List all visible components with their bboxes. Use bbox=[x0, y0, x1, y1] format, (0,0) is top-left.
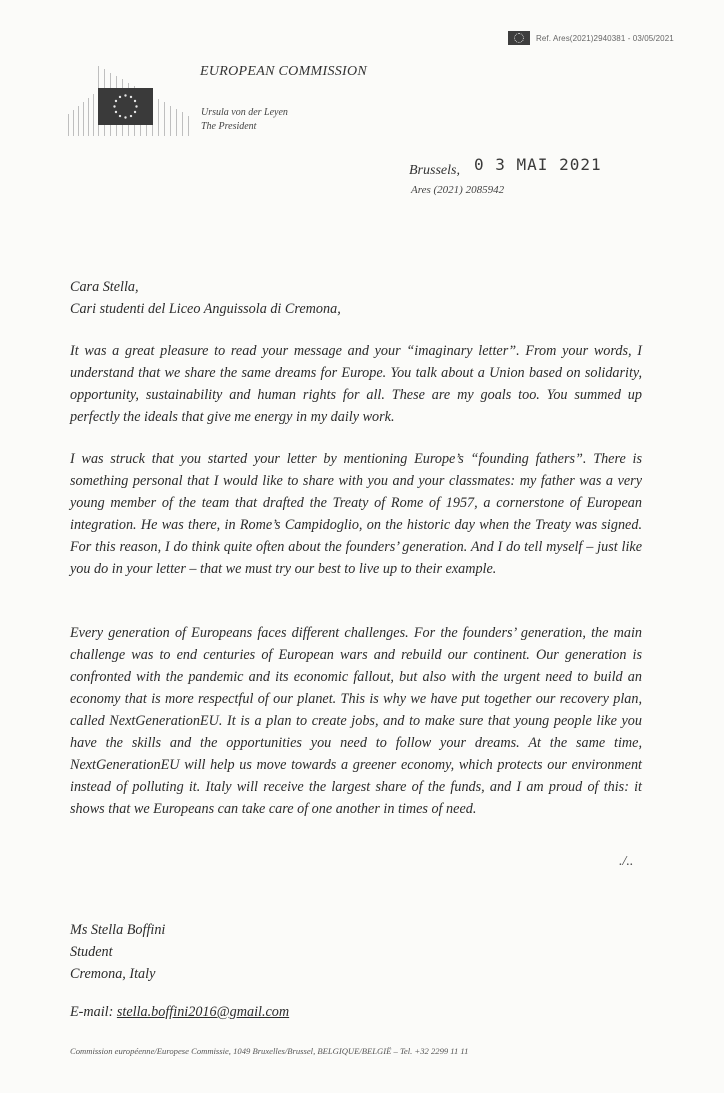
ares-reference: Ares (2021) 2085942 bbox=[411, 184, 505, 196]
flag-star bbox=[115, 111, 117, 113]
eu-flag-icon bbox=[508, 31, 530, 45]
salutation bbox=[70, 276, 642, 320]
logo-line bbox=[158, 99, 159, 136]
recipient-location: Cremona, Italy bbox=[70, 966, 156, 982]
dateline-city: Brussels, bbox=[409, 163, 460, 178]
continuation-mark: ./.. bbox=[619, 854, 634, 869]
flag-star bbox=[119, 115, 121, 117]
reference-stamp-text: Ref. Ares(2021)2940381 - 03/05/2021 bbox=[536, 33, 674, 43]
recipient-role: Student bbox=[70, 944, 113, 960]
eu-logo bbox=[68, 66, 190, 136]
flag-star bbox=[124, 94, 126, 96]
email-link[interactable]: stella.boffini2016@gmail.com bbox=[116, 1004, 290, 1020]
signatory-name: Ursula von der Leyen bbox=[201, 107, 288, 118]
recipient-address bbox=[70, 919, 165, 985]
recipient-name: Ms Stella Boffini bbox=[70, 922, 166, 938]
flag-star bbox=[119, 96, 121, 98]
flag-star bbox=[134, 111, 136, 113]
eu-flag-icon bbox=[98, 88, 153, 125]
flag-star bbox=[135, 105, 137, 107]
salutation-line: Cara Stella, bbox=[70, 279, 139, 295]
logo-line bbox=[176, 109, 177, 136]
logo-line bbox=[73, 110, 74, 136]
email-label: E-mail: bbox=[70, 1004, 114, 1020]
flag-star bbox=[113, 105, 115, 107]
paragraph: Every generation of Europeans faces different challenges. For the founders’ generation, the main challenge was to end centuries of European wars and rebuild our continent. Our generation is confronted with the pandemic and its economic fallout, but also with the urgent need to build an economy that is more respectful of our planet. This is why we have put together our recovery plan, called NextGenerationEU. It is a plan to create jobs, and to make sure that young people like you have the skills and the opportunities you need to follow your dreams. At the same time, NextGenerationEU will help us move towards a greener economy, which protects our environment instead of polluting it. Italy will receive the largest share of the funds, and I am proud of this: it shows that we Europeans can take care of one another in times of need. bbox=[70, 625, 642, 817]
flag-star bbox=[130, 96, 132, 98]
paragraph: It was a great pleasure to read your message and your “imaginary letter”. From your words, I understand that we share the same dreams for Europe. You talk about a Union based on solidarity, opportunity, sustainability and human rights for all. These are my goals too. You summed up perfectly the ideals that give me energy in my daily work. bbox=[70, 343, 642, 425]
letter-footer: Commission européenne/Europese Commissie, 1049 Bruxelles/Brussel, BELGIQUE/BELGIË – Tel. +32 2299 11 11 bbox=[70, 1046, 469, 1056]
logo-line bbox=[170, 106, 171, 136]
logo-line bbox=[88, 98, 89, 136]
logo-line bbox=[93, 94, 94, 136]
flag-star bbox=[134, 100, 136, 102]
logo-line bbox=[83, 102, 84, 136]
logo-line bbox=[68, 114, 69, 136]
logo-line bbox=[164, 102, 165, 136]
reference-stamp bbox=[508, 31, 674, 45]
signatory-title: The President bbox=[201, 121, 257, 132]
logo-line bbox=[78, 106, 79, 136]
salutation-line: Cari studenti del Liceo Anguissola di Cremona, bbox=[70, 301, 341, 317]
institution-name: EUROPEAN COMMISSION bbox=[200, 64, 368, 79]
flag-star bbox=[130, 115, 132, 117]
date-stamp: 0 3 MAI 2021 bbox=[474, 155, 602, 174]
flag-star bbox=[124, 116, 126, 118]
paragraph: I was struck that you started your letter by mentioning Europe’s “founding fathers”. There is something personal that I would like to share with you and your classmates: my father was a very young member of the team that drafted the Treaty of Rome of 1957, a cornerstone of European integration. He was there, in Rome’s Campidoglio, on the historic day when the Treaty was signed. For this reason, I do think quite often about the founders’ generation. And I do tell myself – just like you do in your letter – that we must try our best to live up to their example. bbox=[70, 451, 642, 577]
email-line bbox=[70, 1004, 289, 1021]
flag-star bbox=[115, 100, 117, 102]
logo-line bbox=[182, 112, 183, 136]
logo-line bbox=[188, 116, 189, 137]
